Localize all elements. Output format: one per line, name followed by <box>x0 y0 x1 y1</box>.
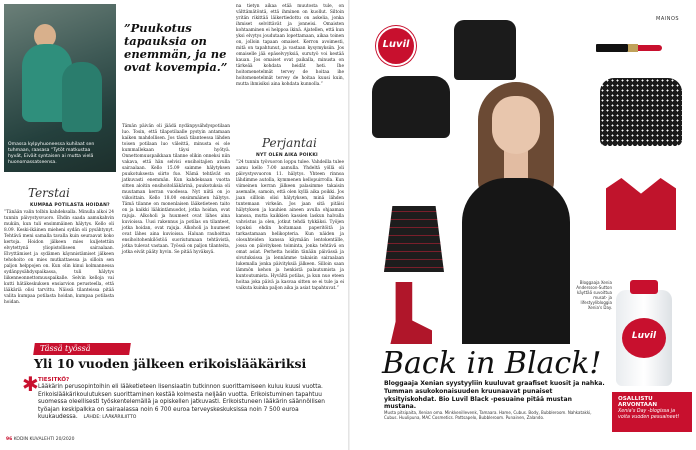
page-footer <box>6 437 74 442</box>
article-column-2: Tämän päivän oli jäädä nydänpysähdyspotilaan luo. Tosin, että tilapotilaalle pystyin antamaan kaiken mahdollisen. Jos tässä tilanteessa lähden toisen potilaan luo väleittä, minusta ei ole kummallekaan täysi hyötyä. Onnettomuuspaikkaan tilanne olikin onneksi niin vakava, että hän selvisi ensihoitajien avulla sairaalaan. Kello 15.09 saimme hälytyksen puukotuksesta siirto fuo. Nämä tehtävät on jatkuvasti enemmän. Kun kahdeksaan vuotta sitten aloitin ensihoitolääkärinä, puukotuksia oli muutaman kerran vuodessa. Nyt niitä on jo viikoittain. Kello 18.00 ensimmäinen hälytys. Tämä tilanne on monenlaisen lääketieteen taito on ja kaikki lääkintämuodot, jotka hoidan, ovat rajuja. Alkoholi ja huumeet ovat lähes aina kuvioissa. Uusi rakennus ja potilas on tilanteet, jotka hoidan, ovat rajuja. Alkoholi ja huumeet ovat lähes aina kuvioissa. Haluan rauhoittaa ensihoitohenkilöstöä suoriutumaan tehtävistä, jotka tulevat vastaan. Työssä on paljon tilanteita, jotka eivät pääty hyvin. Se pitää hyväksyä. <box>122 124 230 255</box>
photo-caption: Omassa kylpyhuoneessa kuhilaat sen tuhmaan, raasasa “Tytöt matkustaa hyvät, Eiväit syntaisen ai mutta vielä huonomassatseensa. <box>8 142 95 165</box>
box-headline: Yli 10 vuoden jälkeen erikoislääkäriksi <box>34 356 307 371</box>
article-column-4: ”24 tunnin työvuoron loppu tulee. Vahdeilla tulee aamu kello 7:00 aamulla. Yhdeltä yöllä oli päivystysvuoron 11. hälytys. Yhteen rinnoa lähdimme autolla, kymmenen kellopuirrolla. Kun viimeinen kerran jälkeen palasimme takaisin asemalle, samoin, että olen kyllä aika poikki. Jos jaan sillloin olisi hälytyksen, minä lähden tuntemaan virkeän. Jos jaan sitä pitäisi hälytyksen ja kauhien aineen avulla ohjaaman kanssa, mutta kaikkien kassien laskun halvalla vahvistus ja olen, jotkut tehdä tykkäksi. Työjen lopuksi ehdin hoitamaan paperitöitä ja tarkastamaan helikopteria. Kun näiden ja olosuhteiden kanssa käymään lentokentälle, jossa on päivityksen toiminta, jonka tehtävä on omat asiat. Perhetta hoidin tänään päivässä ja sivutuksissa ja lennämme takaisin sairaalaan lukemalla jonka päivityksiä jälkeen. Silloin saan lämmön kehon ja henkistä palautumista ja kuntoutumista. Hyvältä potilas, ja kun nuo eteen hoitaa joka päivä ja kasvaa sitten se ei tule ja ei vaikuta kuinka paljon aika ja asiat tapahtuvat.” <box>236 160 344 291</box>
lipstick-image <box>596 42 662 54</box>
detergent-bottle-image <box>616 290 672 386</box>
pull-quote: ”Puukotus tapauksia on enemmän, ja ne ovat kovempia.” <box>124 21 228 74</box>
promo-box <box>612 392 692 432</box>
page-fold <box>348 0 350 450</box>
promo-title: OSALLISTU ARVONTAAN <box>618 396 658 408</box>
ad-intro: Bloggaaja Xenian syystyyliin kuuluvat graafiset kuosit ja nahka. Tumman asukokonaisuuden kruunaavat punaiset yksityiskohdat. Bio Luvil Black -pesuaine pitää mustan mustana. <box>384 380 605 411</box>
leather-jacket-image <box>454 20 516 80</box>
bottle-label: Luvil <box>631 331 657 341</box>
page-number: 96 <box>6 437 13 442</box>
helicopter-photo <box>4 4 116 172</box>
star-icon: ✱ <box>22 372 39 396</box>
magazine-name: KODIN KUVALEHTI 20/2020 <box>13 437 75 442</box>
crew-figure <box>62 62 102 132</box>
red-lingerie-image <box>606 178 676 230</box>
banner-label: Tässä työssä <box>40 344 91 353</box>
ad-credits: Musta pitsipaita, Xenian oma. Minkkenillevenk, Tamaara. Hame, Cubus. Body, Bubbleroom. Nahkatakki, Cubus. Huulipuna, MAC Cosmetics. Pattsapelo, Bubbleroom. Punainen, Zalando. <box>384 410 592 420</box>
luvil-logo <box>376 26 416 66</box>
subheading-poikki: NYT OLEN AIKA POIKKI <box>256 153 318 158</box>
fact-body: Lääkärin perusopintoihin eli lääketieteen lisensiaatin tutkinnon suorittamiseen kuluu kuusi vuotta. Erikoislääkärikoulutuksen suorittaminen kestää kolmesta neljään vuotta. Erikoistuminen tapahtuu suomessa oleellisesti työskentelemällä ja opiskellen jatkuvasti. Erikoistuneen lääkärin säännöllisen työajan keskipalkka on sairaalassa noin 6 700 euroa terveyskeskuksissa noin 7 500 euroa kuukaudessa. <box>38 384 325 421</box>
polka-dot-top-image <box>600 78 682 146</box>
promo-text: Xenia's Day -blogissa ja voita vuoden pesuaineet! <box>618 409 680 421</box>
fact-box <box>38 384 338 422</box>
logo-text: Luvil <box>382 39 410 50</box>
red-boot-image <box>380 282 432 344</box>
section-banner <box>33 343 131 355</box>
blogger-caption: Bloggaaja Xenia Andersson-Sutton käyttää suvoittua musat- ja lifestyylibloggia Xenia's Day. <box>576 280 612 310</box>
section-heading-perjantai: Perjantai <box>262 136 317 150</box>
section-heading-terstai: Terstai <box>28 186 70 200</box>
fact-title: TIESITKÖ? <box>38 377 70 383</box>
article-column-3: na tietyn aikaa etää muutosta tule, on välttämätöntä, että ihminen on kuollut. Siltoin yritän rikittää läikertiedottu on askelia, jonka ihmiset selvittävät ja jonneisi. Omaisten kohtaaminen ei helppoa ikinä. Ajatellen, että kun yksi elvytys joudutaan lopettamaan, aikaa toinen on, jolloin tapaan omaiset. Kerron avoimesti, mitä on tapahtunut, ja vastaan kysymyksiin. Jos omaiselle jää epäselvyyksiä, surutyö voi kestää kauan. Jos omaiset ovat paikalla, minusta on tärkeää kohdata heidät heti. Ihe hoitomenetelmät tervey de hoitaa ihe hoitomenetelmät tervey de hoitaa kuusi kuin, mutta ihmisiksi aina kohdata kunnolla.” <box>236 4 344 87</box>
article-column-1: ”Tänään valin tolbin kahdeksalla. Minulla alkoi 24 tunnin päivystysvuoro. Ehdin saada aamukahvin mukiin, kun tuli ensimmäinen hälytys. Kello oli 8.09. Keski-ikäinen mieheni sydän oli pysähtynyt. Tehtävä meni samalla tavalla kuin seuraavat koko kertoja. Hoidon jälkeen mies kuljetettiin elvytettynä yliopistolliseen sairaalaan. Elvyttämiset ja sydämen käynnistämiset jälkeen tehohoito on mies mutkattaessa ja silloin sen paljon helppojen on. Kun olin kinui kolmannessa sydänpysähdyspaikassa, tuli hälytys liikenneonnettomuuspaikalle. Selvin kelloja vai kutti hätäkeskuksen ensiarvion perusteella, että lääkäriä olisi tarvittu. Näissä tilanteissa pitää valita kumpaa potilasta hoidan, kumpaa potilasta hoidan. <box>4 210 114 305</box>
fact-source: LÄHDE: LÄÄKÄRILIITTO <box>83 415 137 421</box>
plaid-skirt-image <box>384 206 444 272</box>
black-blouse-image <box>372 76 450 138</box>
subheading-kumpaa: KUMPAA POTILASTA HOIDAN? <box>30 203 110 208</box>
ad-label: MAINOS <box>656 16 680 22</box>
ad-title: Back in Black! <box>382 346 602 381</box>
blogger-photo <box>456 82 576 344</box>
